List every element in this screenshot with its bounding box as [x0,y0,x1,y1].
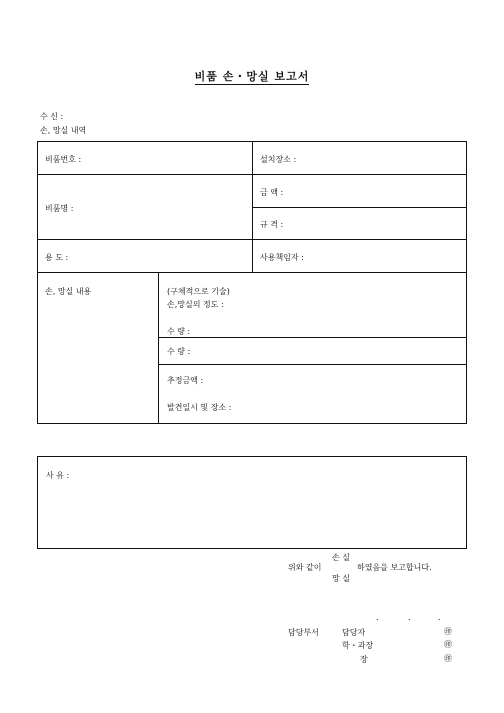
quantity-label-1: 수 량 : [167,327,191,336]
item-name-label: 비품명 : [45,204,74,213]
reason-label: 사 유 : [46,471,70,480]
date-mark-year: . [376,613,379,622]
seal-icon: ㊞ [444,640,452,649]
usage-label: 용 도 : [45,253,69,262]
loss-detail-label: 손, 망실 내역 [40,126,87,135]
detail-note: (구체적으로 기술) [167,287,230,296]
head-label: 장 [360,655,368,664]
degree-label: 손,망실의 정도 : [167,300,224,309]
date-mark-day: . [438,613,441,622]
report-prefix: 위와 같이 [288,563,322,572]
report-suffix: 하였음을 보고합니다. [357,563,432,572]
document-title: 비품 손・망실 보고서 [194,70,310,83]
person-in-charge-label: 담당자 [342,628,366,637]
found-place-label: 발견일시 및 장소 : [167,403,232,412]
install-place-label: 설치장소 : [260,155,297,164]
item-number-label: 비품번호 : [45,155,82,164]
quantity-label-2: 수 량 : [167,347,191,356]
report-bottom-word: 망 실 [332,574,350,583]
estimate-label: 추정금액 : [167,376,204,385]
user-in-charge-label: 사용책임자 : [260,253,304,262]
seal-icon: ㊞ [444,654,452,663]
dept-label: 담당부서 [288,628,319,637]
reason-box [37,456,467,549]
date-mark-month: . [408,613,411,622]
section-chief-label: 학・과장 [342,641,374,650]
report-top-word: 손 실 [332,553,350,562]
seal-icon: ㊞ [444,627,452,636]
loss-content-label: 손, 망실 내용 [45,287,92,296]
amount-label: 금 액 : [260,188,284,197]
spec-label: 규 격 : [260,220,284,229]
recipient-label: 수 신 : [40,112,64,121]
